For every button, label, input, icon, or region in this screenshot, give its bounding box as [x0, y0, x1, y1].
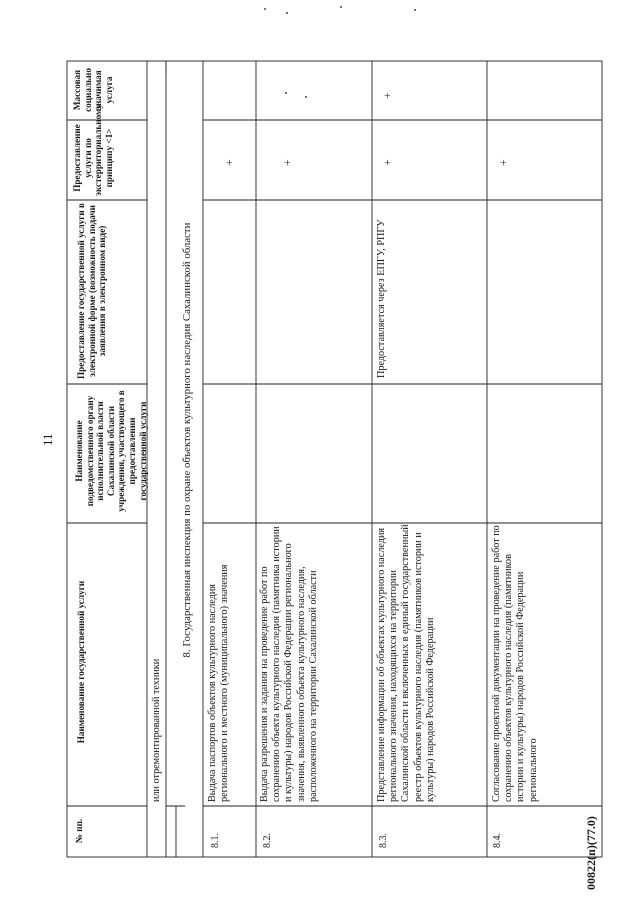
- scan-speck: [264, 8, 266, 10]
- page-number: 11: [40, 433, 55, 446]
- extraterritorial-mark: +: [380, 159, 394, 166]
- extraterritorial-mark: +: [280, 159, 294, 166]
- header-executor: Наименование подведомственного органу исполнительной власти Сахалинской области учреждения, участвующего в предоставлении государственной услуги: [74, 390, 148, 512]
- scan-speck: [305, 96, 307, 98]
- scan-speck: [285, 92, 287, 94]
- electronic-note: Предоставляется через ЕПГУ, РПГУ: [376, 219, 387, 378]
- document-code: 00822(п)(77.0): [584, 816, 598, 890]
- header-service: Наименование государственной услуги: [76, 580, 86, 744]
- row-number: 8.3.: [378, 833, 389, 848]
- service-name: Согласование проектной документации на проведение работ по сохранению объектов культурного наследия (памятников истории и культуры) народов Российской Федерации регионального: [491, 525, 539, 802]
- extraterritorial-mark: +: [496, 159, 510, 166]
- row-number: 8.2.: [262, 833, 273, 848]
- header-num: № пп.: [74, 818, 84, 844]
- carryover-text: или отремонтированной техники: [151, 658, 162, 802]
- service-name: Выдача паспортов объектов культурного наследия регионального и местного (муниципального) значения: [207, 564, 231, 802]
- row-number: 8.1.: [210, 833, 221, 848]
- scan-speck: [414, 9, 416, 11]
- mass-mark: +: [380, 92, 394, 99]
- section-title: 8. Государственная инспекция по охране объектов культурного наследия Сахалинской области: [181, 222, 193, 658]
- scan-speck: [286, 12, 288, 14]
- row-number: 8.4.: [492, 833, 503, 848]
- scan-speck: [340, 6, 342, 8]
- service-name: Представление информации об объектах культурного наследия регионального значения, находящихся на территории Сахалинской области и включенных в единый государственный реестр объектов культурного наследия (памятников истории и культуры) народов Российской Федерации: [376, 524, 436, 802]
- service-name: Выдача разрешения и задания на проведение работ по сохранению объекта культурного наследия (памятника истории и культуры) народов Российской Федерации регионального значения, выявленного объекта культурного наследия, расположенного на территории Сахалинской области: [259, 526, 319, 802]
- extraterritorial-mark: +: [222, 159, 236, 166]
- header-electronic: Предоставление государственной услуги в электронной форме (возможность подачи заявления в электронном виде): [76, 203, 108, 379]
- header-extraterritorial: Предоставление услуги по экстерриториальному принципу <1>: [72, 104, 114, 196]
- header-mass: Массовая социально значимая услуга: [72, 68, 114, 112]
